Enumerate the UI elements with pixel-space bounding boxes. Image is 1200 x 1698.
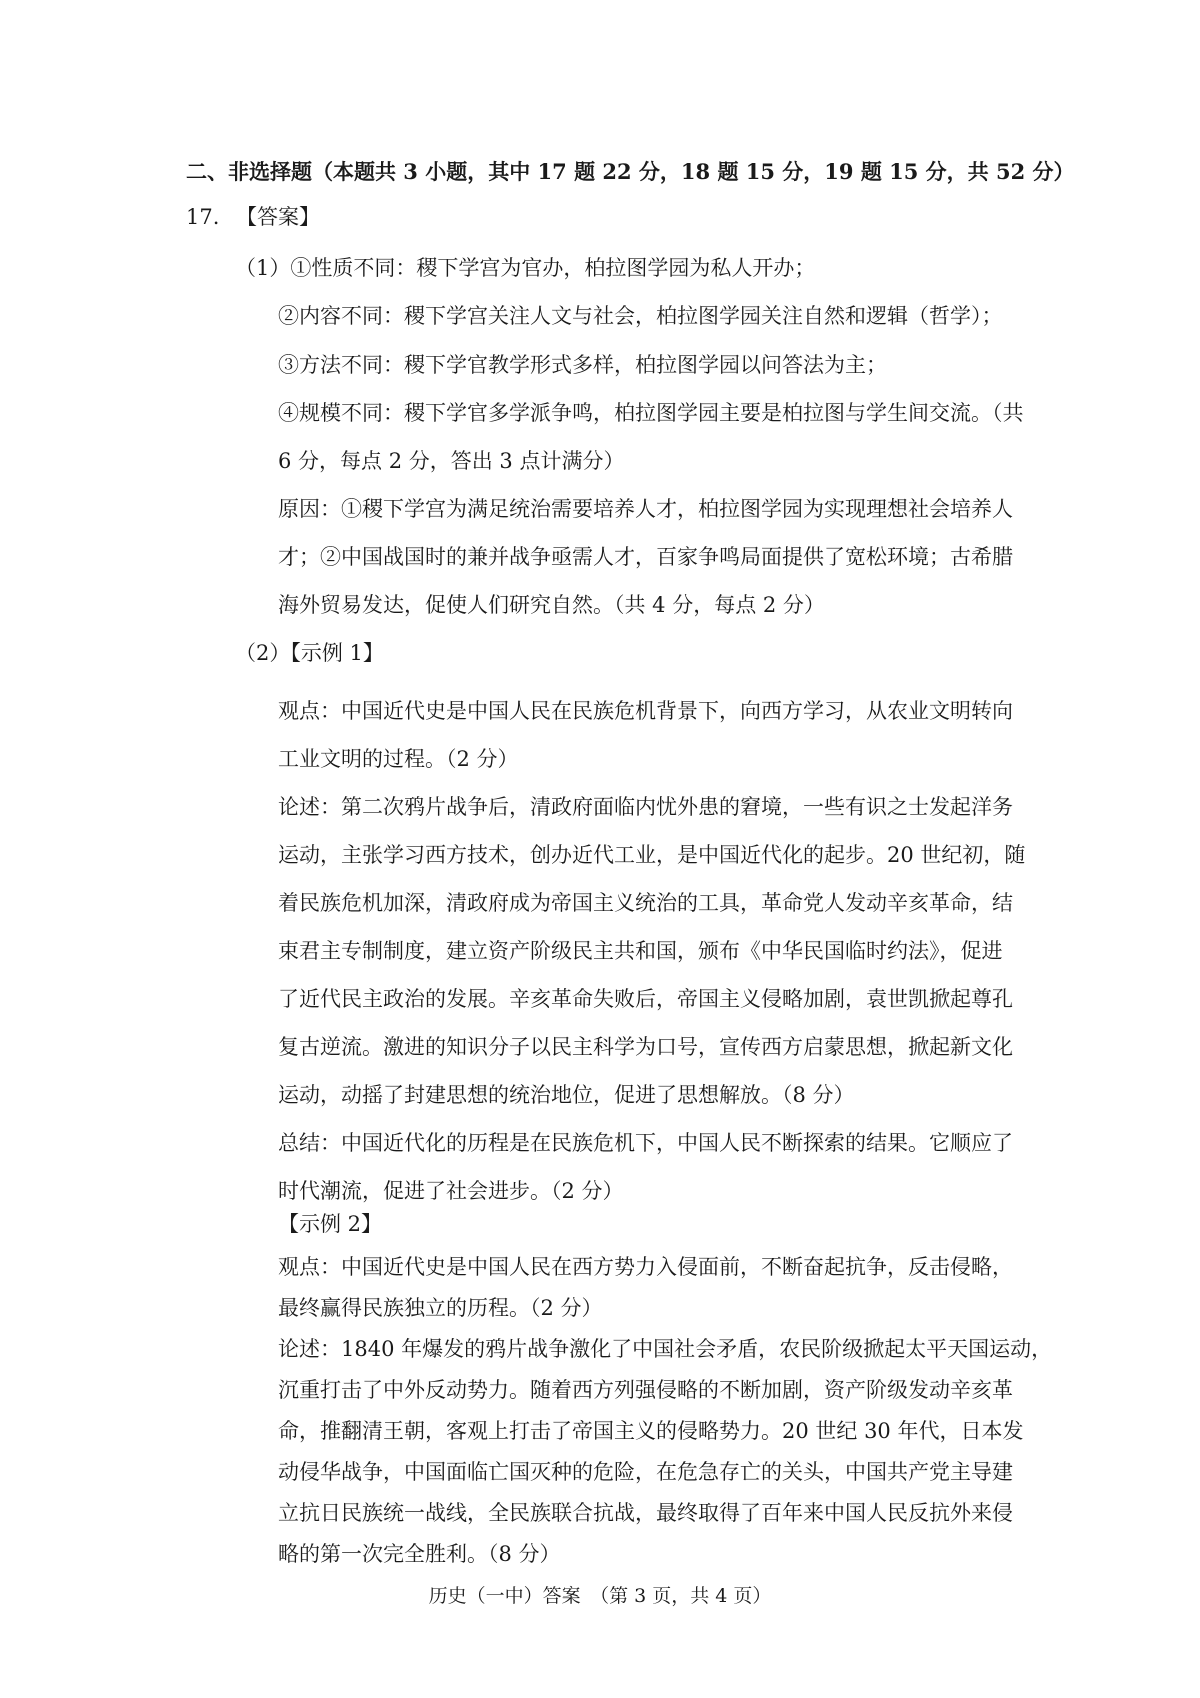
text-line: 命，推翻清王朝，客观上打击了帝国主义的侵略势力。20 世纪 30 年代，日本发 [278,1419,1024,1443]
part2-example2-label: 【示例 2】 [278,1212,383,1236]
text-line: 束君主专制制度，建立资产阶级民主共和国，颁布《中华民国临时约法》，促进 [278,939,1003,963]
example1-text [278,687,1025,1215]
text-line: 了近代民主政治的发展。辛亥革命失败后，帝国主义侵略加剧，袁世凯掀起尊孔 [278,987,1013,1011]
text-line: 动侵华战争，中国面临亡国灭种的危险，在危急存亡的关头，中国共产党主导建 [278,1460,1013,1484]
question-17-number: 17. [186,205,220,229]
text-line: 论述：1840 年爆发的鸦片战争激化了中国社会矛盾，农民阶级掀起太平天国运动， [278,1337,1053,1361]
part2-example1-label: （2）【示例 1】 [235,641,384,665]
text-line: 时代潮流，促进了社会进步。（2 分） [278,1179,624,1203]
text-line: 立抗日民族统一战线，全民族联合抗战，最终取得了百年来中国人民反抗外来侵 [278,1501,1013,1525]
reason-line-2: 才；②中国战国时的兼并战争亟需人才，百家争鸣局面提供了宽松环境；古希腊 [278,545,1013,569]
reason-line-3: 海外贸易发达，促使人们研究自然。（共 4 分，每点 2 分） [278,593,825,617]
text-line: 论述：第二次鸦片战争后，清政府面临内忧外患的窘境，一些有识之士发起洋务 [278,795,1013,819]
text-line: 观点：中国近代史是中国人民在民族危机背景下，向西方学习，从农业文明转向 [278,699,1013,723]
section-heading: 二、非选择题（本题共 3 小题，其中 17 题 22 分，18 题 15 分，19 题 15 分，共 52 分） [186,159,1075,184]
reason-line-1: 原因：①稷下学宫为满足统治需要培养人才，柏拉图学园为实现理想社会培养人 [278,497,1013,521]
text-line: 略的第一次完全胜利。（8 分） [278,1542,561,1566]
text-line: 沉重打击了中外反动势力。随着西方列强侵略的不断加剧，资产阶级发动辛亥革 [278,1378,1013,1402]
part1-point-4: ④规模不同：稷下学官多学派争鸣，柏拉图学园主要是柏拉图与学生间交流。（共 [278,401,1024,425]
text-line: 着民族危机加深，清政府成为帝国主义统治的工具，革命党人发动辛亥革命，结 [278,891,1013,915]
part1-point-3: ③方法不同：稷下学官教学形式多样，柏拉图学园以问答法为主； [278,353,887,377]
page-footer: 历史（一中）答案 （第 3 页，共 4 页） [428,1585,772,1607]
text-line: 最终赢得民族独立的历程。（2 分） [278,1296,603,1320]
text-line: 复古逆流。激进的知识分子以民主科学为口号，宣传西方启蒙思想，掀起新文化 [278,1035,1013,1059]
text-line: 工业文明的过程。（2 分） [278,747,519,771]
text-line: 总结：中国近代化的历程是在民族危机下，中国人民不断探索的结果。它顺应了 [278,1131,1013,1155]
text-line: 观点：中国近代史是中国人民在西方势力入侵面前，不断奋起抗争，反击侵略， [278,1255,1013,1279]
part1-point-1: （1）①性质不同：稷下学宫为官办，柏拉图学园为私人开办； [235,256,816,280]
part1-point-2: ②内容不同：稷下学宫关注人文与社会，柏拉图学园关注自然和逻辑（哲学）； [278,304,1003,328]
text-line: 运动，动摇了封建思想的统治地位，促进了思想解放。（8 分） [278,1083,855,1107]
part1-score-note: 6 分，每点 2 分，答出 3 点计满分） [278,449,625,473]
example2-text [278,1247,1052,1575]
answer-label: 【答案】 [236,205,320,229]
text-line: 运动，主张学习西方技术，创办近代工业，是中国近代化的起步。20 世纪初，随 [278,843,1026,867]
